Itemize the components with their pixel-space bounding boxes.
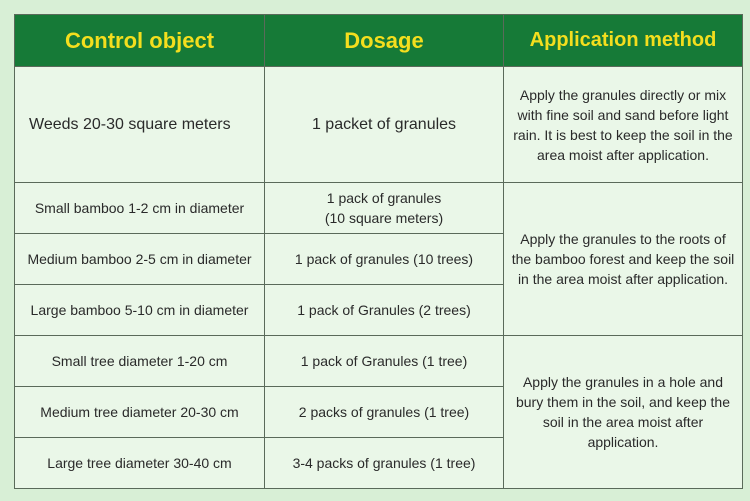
application-method-cell: Apply the granules to the roots of the bamboo forest and keep the soil in the area moist after application. <box>504 183 743 336</box>
header-row <box>15 15 743 67</box>
control-object-cell: Medium bamboo 2-5 cm in diameter <box>15 234 265 285</box>
control-object-cell: Weeds 20-30 square meters <box>15 67 265 183</box>
dosage-line: 1 pack of granules <box>326 190 442 206</box>
header-dosage: Dosage <box>265 15 504 67</box>
dosage-cell <box>265 183 504 234</box>
header-control-object: Control object <box>15 15 265 67</box>
dosage-table <box>14 14 743 489</box>
dosage-cell: 1 pack of Granules (1 tree) <box>265 336 504 387</box>
table-row <box>15 336 743 387</box>
application-method-cell: Apply the granules directly or mix with fine soil and sand before light rain. It is best to keep the soil in the area moist after application. <box>504 67 743 183</box>
header-application-method: Application method <box>504 15 743 67</box>
application-method-cell: Apply the granules in a hole and bury them in the soil, and keep the soil in the area moist after application. <box>504 336 743 489</box>
table-row <box>15 67 743 183</box>
dosage-cell: 1 packet of granules <box>265 67 504 183</box>
dosage-line: (10 square meters) <box>324 210 444 226</box>
control-object-cell: Small tree diameter 1-20 cm <box>15 336 265 387</box>
control-object-cell: Small bamboo 1-2 cm in diameter <box>15 183 265 234</box>
control-object-cell: Large tree diameter 30-40 cm <box>15 438 265 489</box>
table-row <box>15 183 743 234</box>
dosage-cell: 1 pack of Granules (2 trees) <box>265 285 504 336</box>
control-object-cell: Medium tree diameter 20-30 cm <box>15 387 265 438</box>
dosage-cell: 1 pack of granules (10 trees) <box>265 234 504 285</box>
dosage-cell: 3-4 packs of granules (1 tree) <box>265 438 504 489</box>
dosage-cell: 2 packs of granules (1 tree) <box>265 387 504 438</box>
control-object-cell: Large bamboo 5-10 cm in diameter <box>15 285 265 336</box>
